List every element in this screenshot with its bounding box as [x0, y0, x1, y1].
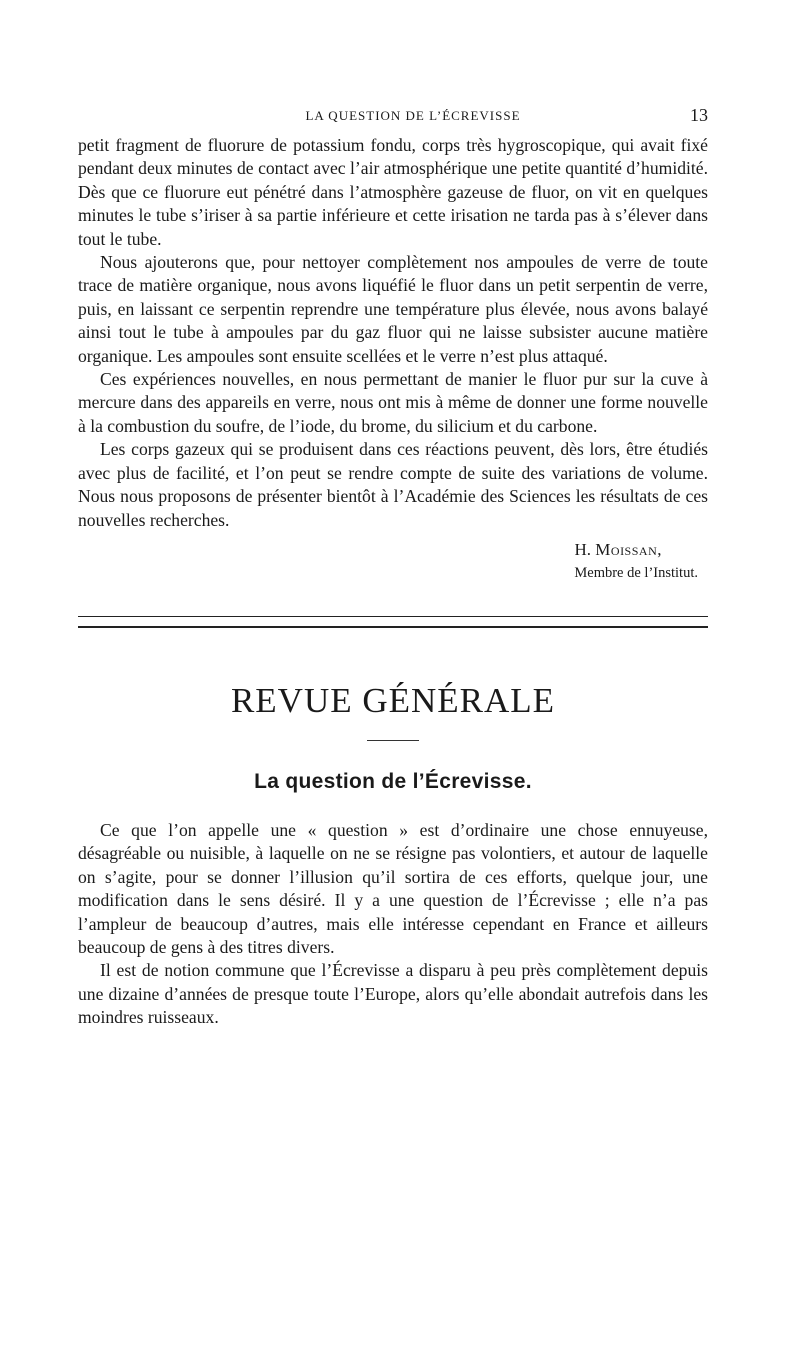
paragraph: Il est de notion commune que l’Écrevisse a disparu à peu près complètement depuis une dizaine d’années de presque toute l’Europe, alors qu’elle abondait autrefois dans les moindres ruisseaux. — [78, 960, 708, 1028]
article-title: La question de l’Écrevisse. — [254, 769, 532, 793]
running-title: LA QUESTION DE L’ÉCREVISSE — [305, 108, 521, 123]
previous-article-text — [78, 134, 708, 532]
paragraph: Nous ajouterons que, pour nettoyer complètement nos ampoules de verre de toute trace de matière organique, nous avons liquéfié le fluor dans un petit serpentin de verre, puis, en laissant ce serpentin reprendre une température plus élevée, nous avons balayé ainsi tout le tube à ampoules par du gaz fluor qui ne laisse subsister aucune matière organique. Les ampoules sont ensuite scellées et le verre n’est plus attaqué. — [78, 252, 708, 366]
author-name — [78, 538, 698, 562]
paragraph: petit fragment de fluorure de potassium fondu, corps très hygroscopique, qui avait fixé pendant deux minutes de contact avec l’air atmosphérique une petite quantité d’humidité. Dès que ce fluorure eut pénétré dans l’atmosphère gazeuse de fluor, on vit en quelques minutes le tube s’iriser à sa partie inférieure et cette irisation ne tarda pas à s’élever dans tout le tube. — [78, 135, 708, 249]
section-divider — [78, 616, 708, 628]
title-underline — [367, 740, 419, 741]
author-surname: Moissan, — [595, 539, 662, 559]
section-title: REVUE GÉNÉRALE — [230, 680, 556, 720]
article-text — [78, 819, 708, 1030]
paragraph: Ces expériences nouvelles, en nous permettant de manier le fluor pur sur la cuve à mercure dans des appareils en verre, nous ont mis à même de donner une forme nouvelle à la combustion du soufre, de l’iode, du brome, du silicium et du carbone. — [78, 369, 708, 436]
paragraph: Les corps gazeux qui se produisent dans ces réactions peuvent, dès lors, être étudiés avec plus de facilité, et l’on peut se rendre compte de suite des variations de volume. Nous nous proposons de présenter bientôt à l’Académie des Sciences les résultats de ces nouvelles recherches. — [78, 439, 708, 530]
author-affiliation: Membre de l’Institut. — [574, 564, 698, 581]
running-header — [78, 105, 708, 134]
author-initial: H. — [574, 539, 592, 559]
author-signature — [78, 538, 708, 584]
document-page — [78, 105, 708, 1030]
page-number: 13 — [690, 105, 708, 125]
paragraph: Ce que l’on appelle une « question » est d’ordinaire une chose ennuyeuse, désagréable ou nuisible, à laquelle on ne se résigne pas volontiers, et autour de laquelle on s’agite, pour se donner l’illusion qu’il sortira de ces efforts, quelque jour, une modification dans le sens désiré. Il y a une question de l’Écrevisse ; elle n’a pas l’ampleur de beaucoup d’autres, mais elle intéresse cependant en France et ailleurs beaucoup de gens à des titres divers. — [78, 819, 708, 957]
